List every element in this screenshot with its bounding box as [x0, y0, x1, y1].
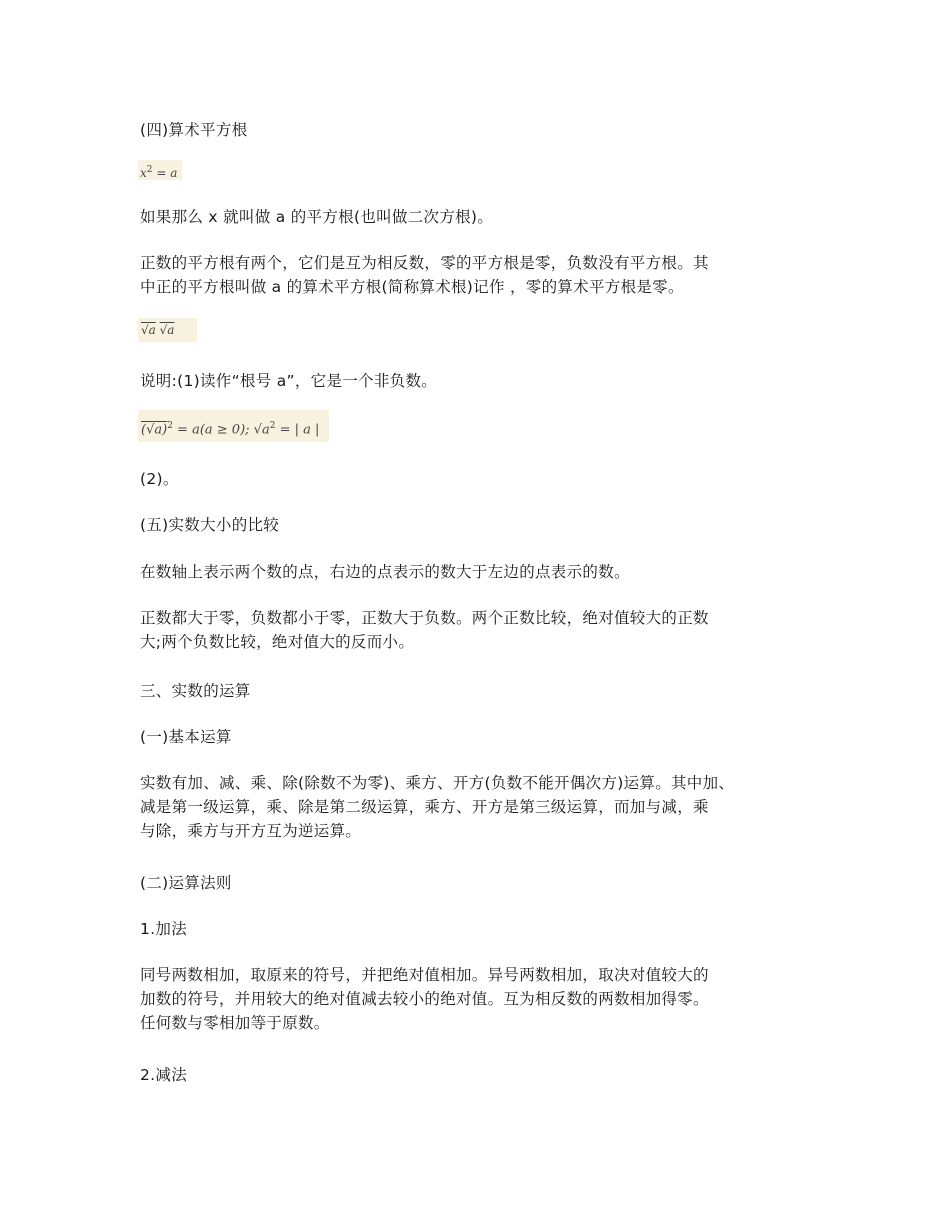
formula-image-x-squared [138, 160, 182, 180]
heading-basic-operations: (一)基本运算 [140, 728, 232, 746]
heading-arithmetic-square-root: (四)算术平方根 [140, 121, 248, 139]
formula-text: = a(a ≥ 0); √a [172, 422, 270, 438]
formula-exponent: 2 [269, 421, 276, 431]
paragraph-addition-rules [140, 963, 810, 1035]
formula-text: = a [152, 166, 178, 180]
paragraph-explanation-1: 说明:(1)读作“根号 a”，它是一个非负数。 [140, 372, 438, 390]
heading-real-number-operations: 三、实数的运算 [140, 682, 251, 700]
formula-text: = | a | [275, 422, 320, 438]
paragraph-square-root-definition: 如果那么 x 就叫做 a 的平方根(也叫做二次方根)。 [140, 208, 494, 226]
formula-text: (√a) [141, 422, 168, 438]
formula-image-sqrt-a [138, 318, 197, 342]
text-line: 正数都大于零，负数都小于零，正数大于负数。两个正数比较，绝对值较大的正数 [140, 609, 709, 627]
formula-text: √a [159, 323, 175, 337]
formula-exponent: 2 [146, 165, 153, 175]
text-line: 与除，乘方与开方互为逆运算。 [140, 822, 362, 840]
text-line: 任何数与零相加等于原数。 [140, 1014, 330, 1032]
formula-text: x [140, 166, 147, 180]
text-line: 减是第一级运算，乘、除是第二级运算，乘方、开方是第三级运算，而加与减，乘 [140, 798, 709, 816]
text-line: 大;两个负数比较，绝对值大的反而小。 [140, 633, 415, 651]
text-line: 实数有加、减、乘、除(除数不为零)、乘方、开方(负数不能开偶次方)运算。其中加、 [140, 774, 735, 792]
text-line: 正数的平方根有两个，它们是互为相反数，零的平方根是零，负数没有平方根。其 [140, 254, 709, 272]
text-line: 加数的符号，并用较大的绝对值减去较小的绝对值。互为相反数的两数相加得零。 [140, 990, 709, 1008]
paragraph-number-line: 在数轴上表示两个数的点，右边的点表示的数大于左边的点表示的数。 [140, 563, 630, 581]
paragraph-comparison-rules [140, 606, 810, 654]
formula-text: √a [141, 323, 156, 337]
heading-real-number-comparison: (五)实数大小的比较 [140, 516, 280, 534]
heading-operation-rules: (二)运算法则 [140, 874, 232, 892]
paragraph-explanation-2: (2)。 [140, 470, 179, 488]
paragraph-basic-operations [140, 771, 810, 843]
heading-addition: 1.加法 [140, 920, 187, 938]
formula-image-sqrt-identities [138, 410, 329, 442]
formula-exponent: 2 [167, 421, 173, 431]
text-line: 同号两数相加，取原来的符号，并把绝对值相加。异号两数相加，取决对值较大的 [140, 966, 709, 984]
text-line: 中正的平方根叫做 a 的算术平方根(简称算术根)记作 ，零的算术平方根是零。 [140, 278, 684, 296]
heading-subtraction: 2.减法 [140, 1066, 187, 1084]
paragraph-square-root-properties [140, 251, 810, 299]
